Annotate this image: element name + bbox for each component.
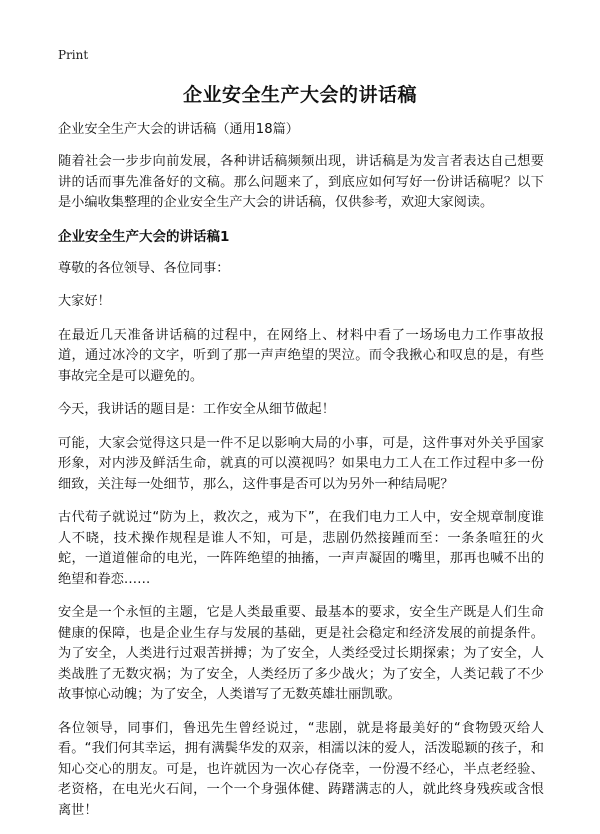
paragraph-salutation: 尊敬的各位领导、各位同事： bbox=[58, 260, 230, 276]
paragraph-body: 安全是一个永恒的主题，它是人类最重要、最基本的要求，安全生产既是人们生命健康的保障，也是企业生存与发展的基础，更是社会稳定和经济发展的前提条件。为了安全，人类进行过艰苦拼搏；为了安全，人类经受过长期探索；为了安全，人类战胜了无数灾祸；为了安全，人类经历了多少战火；为了安全，人类记载了不少故事惊心动魄；为了安全，人类谱写了无数英雄壮丽凯歌。 bbox=[58, 605, 544, 702]
paragraph-greeting: 大家好！ bbox=[58, 294, 111, 309]
intro-paragraph: 随着社会一步步向前发展，各种讲话稿频频出现，讲话稿是为发言者表达自己想要讲的话而事先准备好的文稿。那么问题来了，到底应如何写好一份讲话稿呢？以下是小编收集整理的企业安全生产大会的讲话稿，仅供参考，欢迎大家阅读。 bbox=[58, 154, 544, 210]
paragraph-body: 在最近几天准备讲话稿的过程中，在网络上、材料中看了一场场电力工作事故报道，通过冰冷的文字，听到了那一声声绝望的哭泣。而令我揪心和叹息的是，有些事故完全是可以避免的。 bbox=[58, 327, 544, 384]
section-heading: 企业安全生产大会的讲话稿1 bbox=[58, 228, 230, 245]
document-subtitle: 企业安全生产大会的讲话稿（通用18篇） bbox=[58, 122, 299, 137]
print-link[interactable]: Print bbox=[58, 48, 89, 62]
paragraph-body: 可能，大家会觉得这只是一件不足以影响大局的小事，可是，这件事对外关乎国家形象，对内涉及鲜活生命，就真的可以漠视吗？如果电力工人在工作过程中多一份细致，关注每一处细节，那么，这件事是否可以为另外一种结局呢？ bbox=[58, 435, 544, 492]
paragraph-body: 古代荀子就说过“防为上，救次之，戒为下”，在我们电力工人中，安全规章制度谁人不晓，技术操作规程是谁人不知，可是，悲剧仍然接踵而至：一条条喧狂的火蛇，一道道催命的电光，一阵阵绝望的抽搐，一声声凝固的嘴里，那再也喊不出的绝望和眷恋…… bbox=[58, 510, 544, 587]
paragraph-body: 各位领导，同事们，鲁迅先生曾经说过，“悲剧，就是将最美好的“食物毁灭给人看。“我们何其幸运，拥有满鬓华发的双亲，相濡以沫的爱人，活泼聪颖的孩子，和知心交心的朋友。可是，也许就因为一次心存侥幸，一份漫不经心，半点老经验、老资格，在电光火石间，一个一个身强体健、踌躇满志的人，就此终身残疾或含恨离世！ bbox=[58, 720, 544, 818]
paragraph-body: 今天，我讲话的题目是：工作安全从细节做起！ bbox=[58, 402, 335, 417]
document-body bbox=[58, 120, 544, 834]
page-title: 企业安全生产大会的讲话稿 bbox=[182, 84, 417, 106]
